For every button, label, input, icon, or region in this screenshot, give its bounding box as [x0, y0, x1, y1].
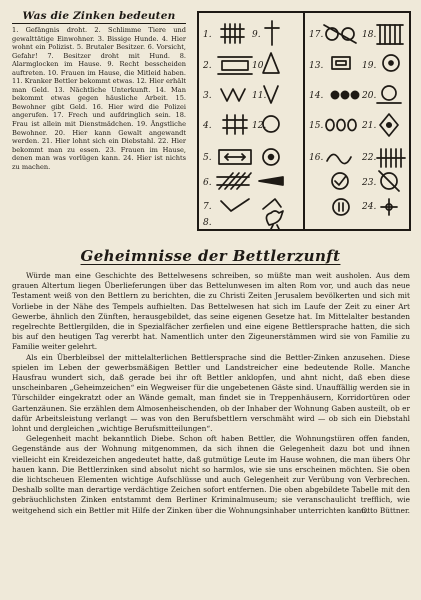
- sign-8b-hook-icon: [263, 199, 281, 209]
- sign-21-dots-icon: [331, 91, 358, 98]
- sign-number-23: 23.: [362, 178, 377, 188]
- sign-number-7: 7.: [203, 202, 212, 212]
- hobo-sign-panel: [197, 11, 411, 231]
- sign-20-circle-icon: [383, 55, 399, 71]
- sign-11b-numbered-circle-icon: [333, 199, 349, 215]
- sign-5-box-arrows-icon: [219, 150, 251, 164]
- sign-22-circle-line-icon: [377, 86, 401, 103]
- sign-14-diamond-icon: [380, 114, 398, 136]
- sign-number-9: 9.: [252, 30, 261, 40]
- article-paragraph-2: Als ein Überbleibsel der mittelalterlichen Bettlersprache sind die Bettler-Zinken anzusehen. Diese spielen im Leben der gewerbsmäßigen Bettler und Landstreicher eine bedeutende Rolle. Manche Hausfrau wundert sich, daß gerade bei ihr oft Bettler anklopfen, und ahnt nicht, daß eben diese unscheinbaren „Geheimzeichen“ ein Wegweiser für die ungebetenen Gäste sind. Unauffällig werden sie in Türschilder eingekratzt oder an Wände gemalt, man findet sie in Treppenhäusern, Korridortüren oder Gartenzäunen. Sie erzählen dem Almosenheischenden, ob der Inhaber der Wohnung Gaben austeilt, ob er dafür Arbeitsleistung verlangt — was von den Berufsbettlern verschmäht wird — ob sich ein Diebstahl lohnt und dergleichen „wichtige Berufsmitteilungen“.: [12, 352, 410, 434]
- sign-17-crossed-circles-icon: [324, 25, 356, 43]
- article-paragraph-3: Gelegenheit macht bekanntlich Diebe. Schon oft haben Bettler, die Wohnungstüren offen fanden, Gegenstände aus der Wohnung mitgenommen, da sich ihnen die Gelegenheit dazu bot und ihnen vielleicht ein Kreidezeichen angedeutet hatte, daß gutmütige Leute im Hause wohnen, die man übers Ohr hauen kann. Die Bettlerzinken sind absolut nicht so harmlos, wie sie uns erscheinen möchten. Sie oben die lichtscheuen Elementen wichtige Aufschlüsse und auch Gelegenheit zur Verübung von Verbrechen. Deshalb sollte man derartige verdächtige Zeichen sofort entfernen. Die oben abgebildete Tabelle mit den gebräuchlichsten Zinken entstammt dem Berliner Kriminalmuseum; sie veranschaulicht trefflich, wie weitgehend sich ein Bettler mit Hilfe der Zinken über die Wohnungsinhaber unterrichten kann.: [12, 434, 410, 515]
- sign-number-16: 16.: [309, 153, 324, 163]
- sign-number-4: 4.: [203, 121, 212, 131]
- hobo-sign-grid: [199, 13, 409, 229]
- sign-8-check-icon: [221, 199, 249, 211]
- article-paragraph-1: Würde man eine Geschichte des Bettelwesens schreiben, so müßte man weit ausholen. Aus dem grauen Altertum liegen Überlieferungen über das Bettelunwesen im alten Rom vor, und auch das neue Testament weiß von den Bettlern zu berichten, die zu Christi Zeiten Jerusalem bevölkerten und sich mit Vorliebe in der Nähe des Tempels aufhielten. Das Bettelwesen hat sich im Laufe der Zeit zu einer Art Gewerbe, ähnlich den Zünften, herausgebildet, das seine eigenen Gesetze hat. Im Mittelalter bestanden regelrechte Bettlergilden, die in Spezialfächer zerfielen und eine eigene Bettlersprache hatten, die sich bis auf den heutigen Tag vererbt hat. Namentlich unter den Zigeunerstämmen wird sie von Familie zu Familie weiter gelehrt.: [12, 271, 410, 352]
- sign-16-squiggle-icon: [327, 154, 351, 163]
- sign-15-circle-dot-icon: [263, 149, 279, 165]
- sign-3-zigzag-icon: [221, 89, 245, 101]
- article-body: [12, 271, 410, 516]
- sign-8c-bird-icon: [266, 211, 283, 229]
- sign-number-14: 14.: [309, 91, 324, 101]
- sign-4-fence-icon: [223, 115, 247, 134]
- sign-number-5: 5.: [203, 153, 212, 163]
- sign-number-13: 13.: [309, 61, 324, 71]
- sign-7-wedge-icon: [259, 177, 283, 185]
- sign-number-8: 8.: [203, 218, 212, 228]
- sign-24-circle-cross-icon: [379, 171, 399, 191]
- sign-number-19: 19.: [362, 61, 377, 71]
- article-headline: Geheimnisse der Bettlerzunft: [80, 247, 341, 265]
- sign-number-6: 6.: [203, 178, 212, 188]
- sign-number-10: 10.: [252, 61, 267, 71]
- legend-text: 1. Gefängnis droht. 2. Schlimme Tiere und gewalttätige Einwohner. 3. Bissige Hunde. 4. Hier wohnt ein Polizist. 5. Brutaler Besitzer. 6. Vorsicht, Gefahr! 7. Besitzer droht mit Hund. 8. Alarmglocken im Hause. 9. Recht besscheiden auftreten. 10. Frauen im Hause, die Mitleid haben. 11. Kranker Bettler bekommt etwas. 12. Hier erhält man Geld. 13. Nächtliche Unterkunft. 14. Man bekommt etwas gegen häusliche Arbeit. 15. Bewohner gibt Geld. 16. Hier wird die Polizei angerufen. 17. Frech und aufdringlich sein. 18. Frau ist allein mit Dienstmädchen. 19. Ängstliche Bewohner. 20. Hier kann Gewalt angewandt werden. 21. Hier lohnt sich ein Diebstahl. 22. Hier bekommt man zu essen. 23. Frauen im Hause, denen man was vorlügen kann. 24. Hier ist nichts zu machen.: [12, 26, 186, 171]
- sign-13-ovals-icon: [326, 120, 356, 131]
- sign-number-11: 11.: [252, 91, 267, 101]
- sign-18-bars-icon: [377, 25, 403, 44]
- sign-number-22: 22.: [362, 153, 377, 163]
- sign-17b-circle-check-icon: [332, 173, 348, 189]
- title-underline: [12, 23, 186, 24]
- sign-number-12: 12.: [252, 121, 267, 131]
- sign-number-21: 21.: [362, 121, 377, 131]
- legend-title: Was die Zinken bedeuten: [12, 10, 186, 24]
- sign-6-hatch-icon: [217, 173, 251, 189]
- sign-2-box-icon: [218, 57, 252, 74]
- sign-9-cross-icon: [265, 21, 279, 45]
- sign-23-bars-icon: [377, 149, 405, 167]
- sign-number-3: 3.: [203, 91, 212, 101]
- article-author: Otto Büttner.: [361, 505, 410, 515]
- sign-19-squares-icon: [332, 57, 350, 69]
- sign-number-2: 2.: [203, 61, 212, 71]
- sign-number-24: 24.: [362, 202, 377, 212]
- sign-24b-flower-icon: [381, 199, 397, 215]
- symbol-legend: [12, 10, 186, 171]
- sign-number-15: 15.: [309, 121, 324, 131]
- sign-number-17: 17.: [309, 30, 324, 40]
- sign-number-1: 1.: [203, 30, 212, 40]
- sign-1-prison-icon: [221, 24, 244, 43]
- sign-number-20: 20.: [362, 91, 377, 101]
- sign-number-18: 18.: [362, 30, 377, 40]
